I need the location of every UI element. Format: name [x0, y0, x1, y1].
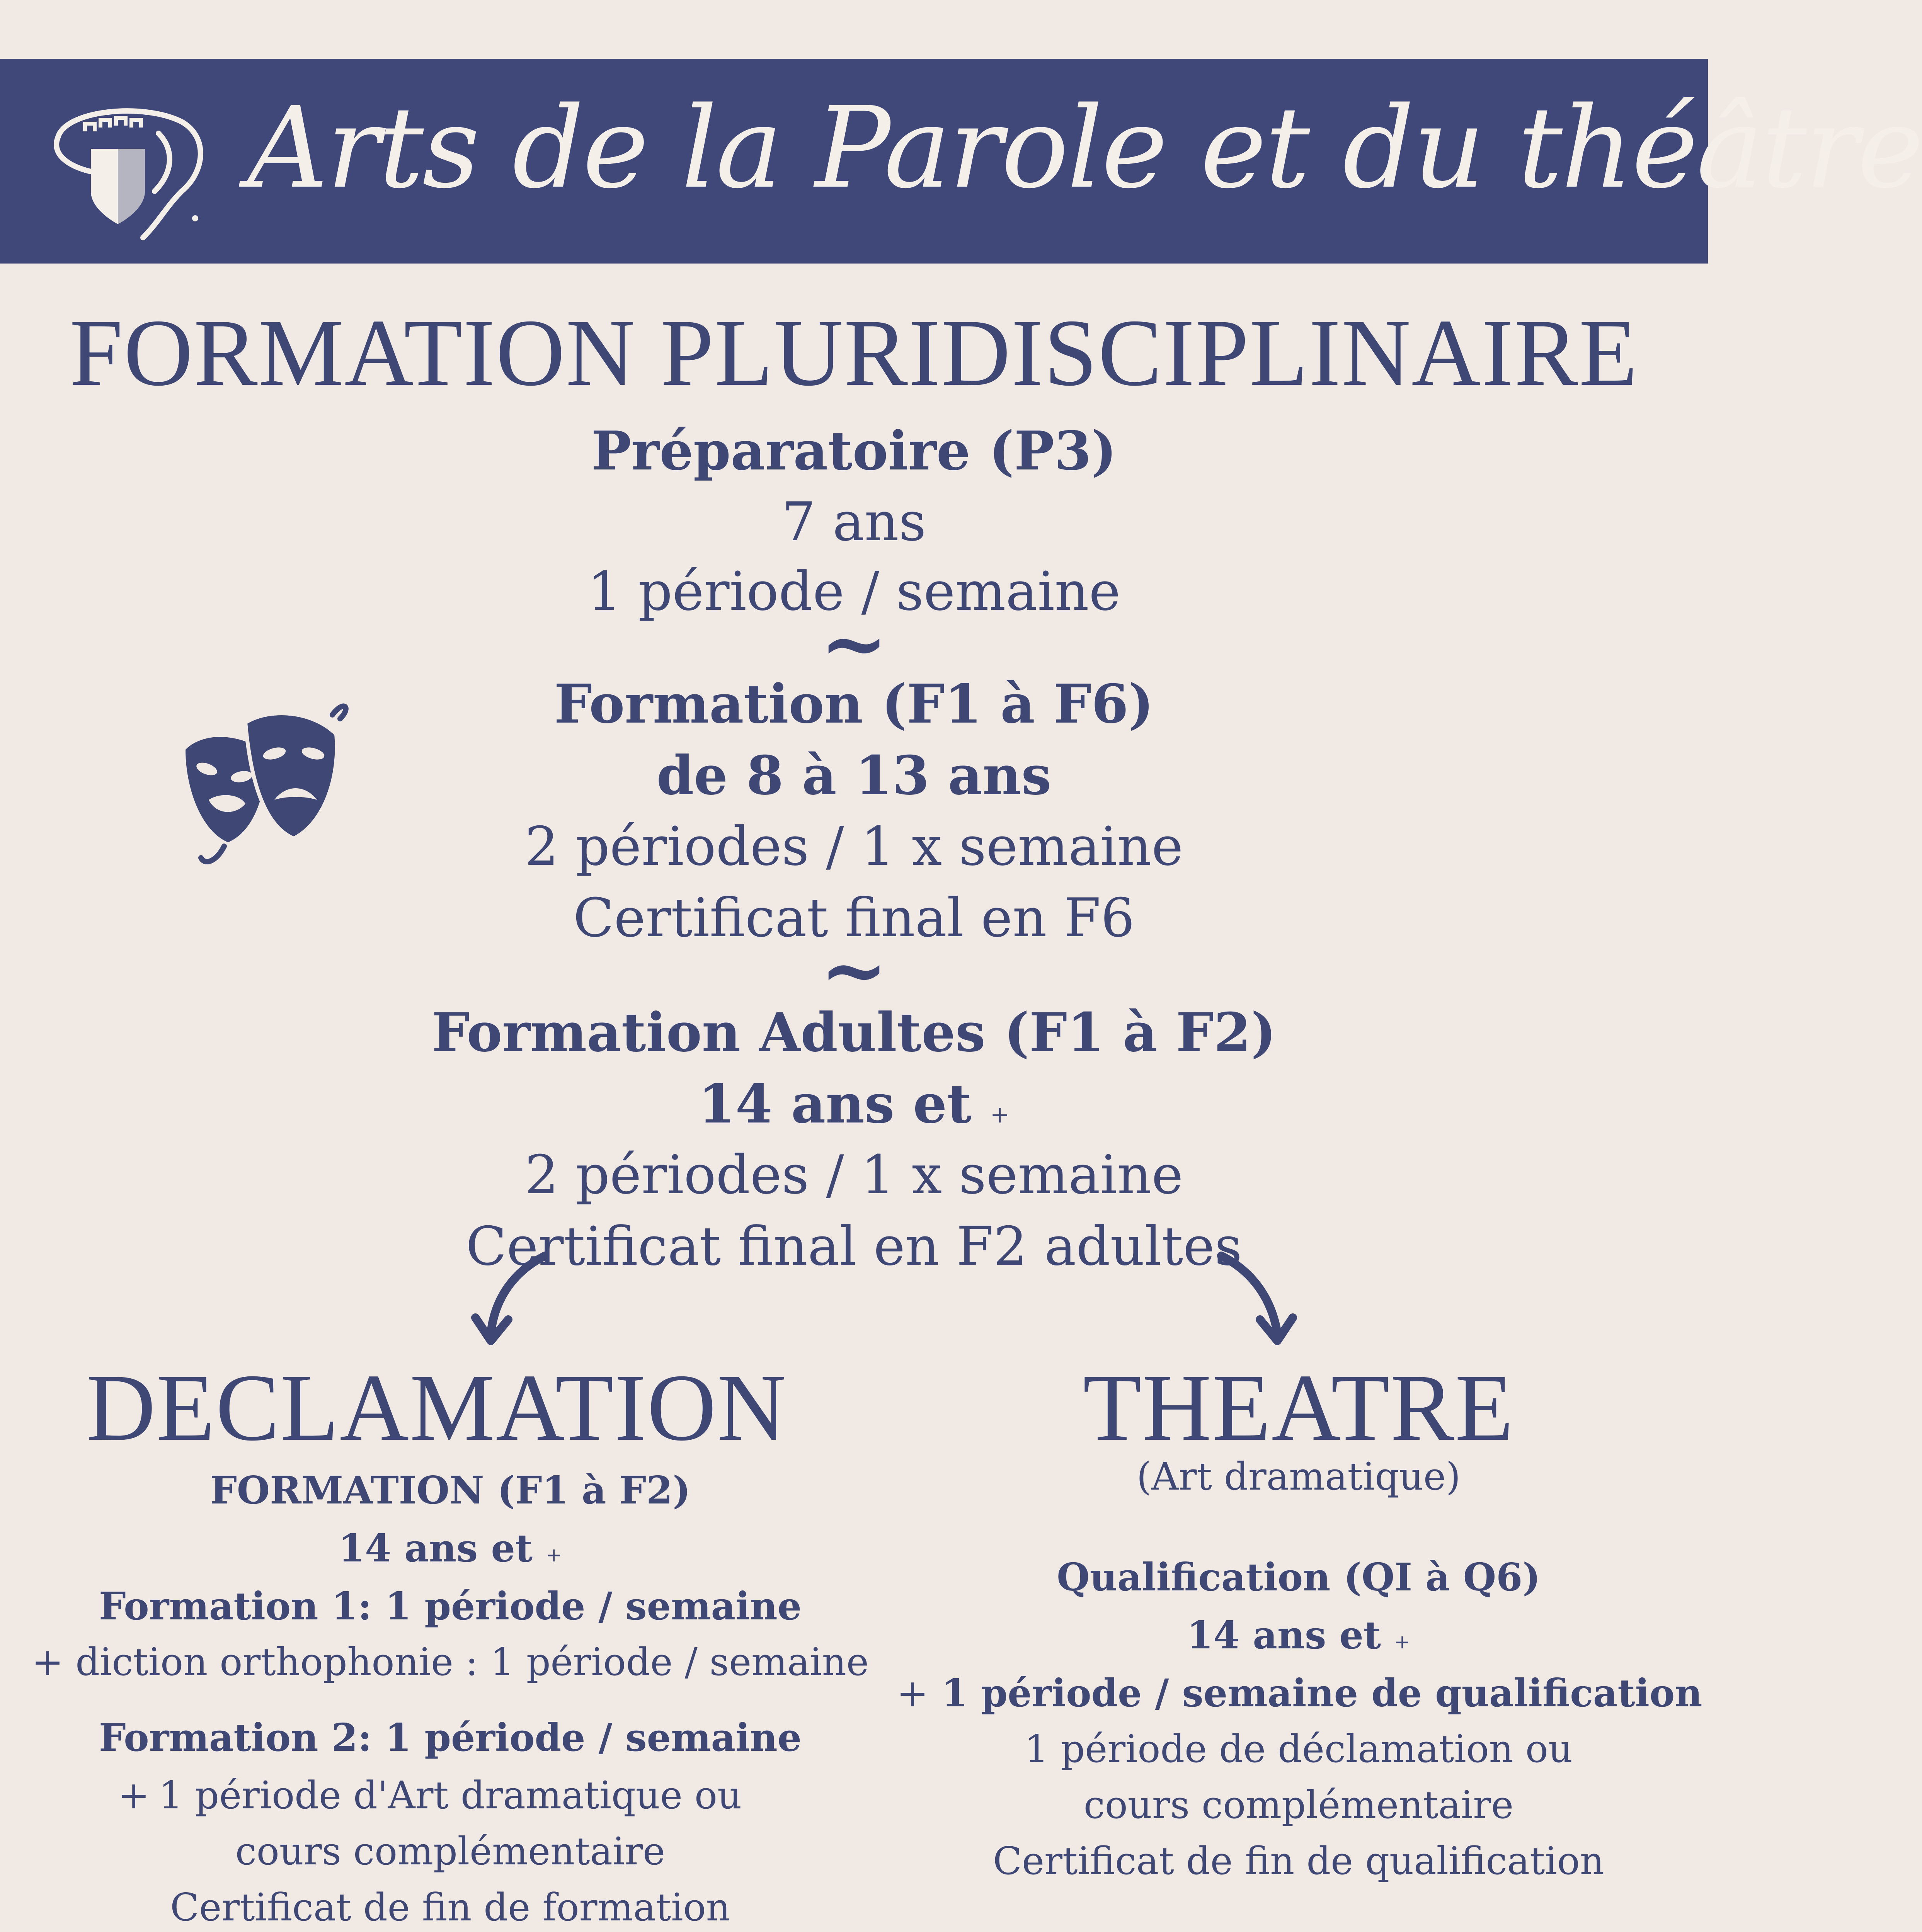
- formation-age: de 8 à 13 ans: [656, 744, 1052, 807]
- theatre-qualification-name: Qualification (QI à Q6): [1057, 1555, 1541, 1600]
- plus-sign: +: [546, 1544, 562, 1566]
- declamation-age: 14 ans et +: [338, 1526, 562, 1571]
- theatre-qualification-certificate: Certificat de fin de qualification: [993, 1839, 1604, 1883]
- declamation-f1-line: Formation 1: 1 période / semaine: [99, 1584, 802, 1629]
- adultes-certificate: Certificat final en F2 adultes: [466, 1215, 1242, 1277]
- declamation-title: DECLAMATION: [86, 1354, 787, 1461]
- separator-tilde: ~: [820, 595, 888, 691]
- declamation-f1-extra: + diction orthophonie : 1 période / semaine: [32, 1640, 869, 1684]
- theatre-subtitle: (Art dramatique): [1136, 1455, 1461, 1499]
- declamation-f2-extra2: cours complémentaire: [235, 1830, 666, 1874]
- plus-sign: +: [118, 1774, 150, 1818]
- preparatoire-age: 7 ans: [781, 491, 926, 553]
- theatre-qualification-periods: + 1 période / semaine de qualification: [897, 1671, 1702, 1716]
- adultes-periods: 2 périodes / 1 x semaine: [524, 1144, 1183, 1206]
- declamation-formation-name: FORMATION (F1 à F2): [210, 1468, 691, 1513]
- adultes-age: 14 ans et +: [698, 1072, 1010, 1135]
- page-title: Arts de la Parole et du théâtre: [247, 83, 1922, 213]
- arrow-right-icon: [1210, 1244, 1302, 1352]
- declamation-f2-certificate: Certificat de fin de formation: [170, 1886, 730, 1930]
- plus-sign: +: [897, 1672, 929, 1716]
- theatre-title: THEATRE: [1083, 1354, 1515, 1461]
- theatre-qualification-extra1: 1 période de déclamation ou: [1024, 1727, 1573, 1771]
- declamation-f2-extra1: 1 période d'Art dramatique ou: [158, 1774, 742, 1818]
- theatre-qualification-age: 14 ans et +: [1187, 1613, 1411, 1658]
- arrow-left-icon: [468, 1244, 560, 1352]
- preparatoire-periods: 1 période / semaine: [587, 560, 1121, 622]
- formation-name: Formation (F1 à F6): [554, 672, 1154, 735]
- section-title: FORMATION PLURIDISCIPLINAIRE: [70, 299, 1638, 406]
- declamation-f2-line: Formation 2: 1 période / semaine: [99, 1716, 802, 1760]
- formation-certificate: Certificat final en F6: [573, 887, 1135, 949]
- plus-sign: +: [32, 1640, 64, 1684]
- theatre-qualification-extra2: cours complémentaire: [1083, 1783, 1514, 1827]
- plus-sign: +: [1394, 1631, 1411, 1653]
- theatre-masks-icon: [178, 692, 352, 869]
- preparatoire-name: Préparatoire (P3): [591, 419, 1117, 482]
- shield-castle-logo-icon: [43, 95, 213, 249]
- adultes-name: Formation Adultes (F1 à F2): [432, 1001, 1276, 1064]
- formation-periods: 2 périodes / 1 x semaine: [524, 815, 1183, 878]
- separator-tilde: ~: [820, 922, 888, 1017]
- plus-sign: +: [990, 1101, 1010, 1128]
